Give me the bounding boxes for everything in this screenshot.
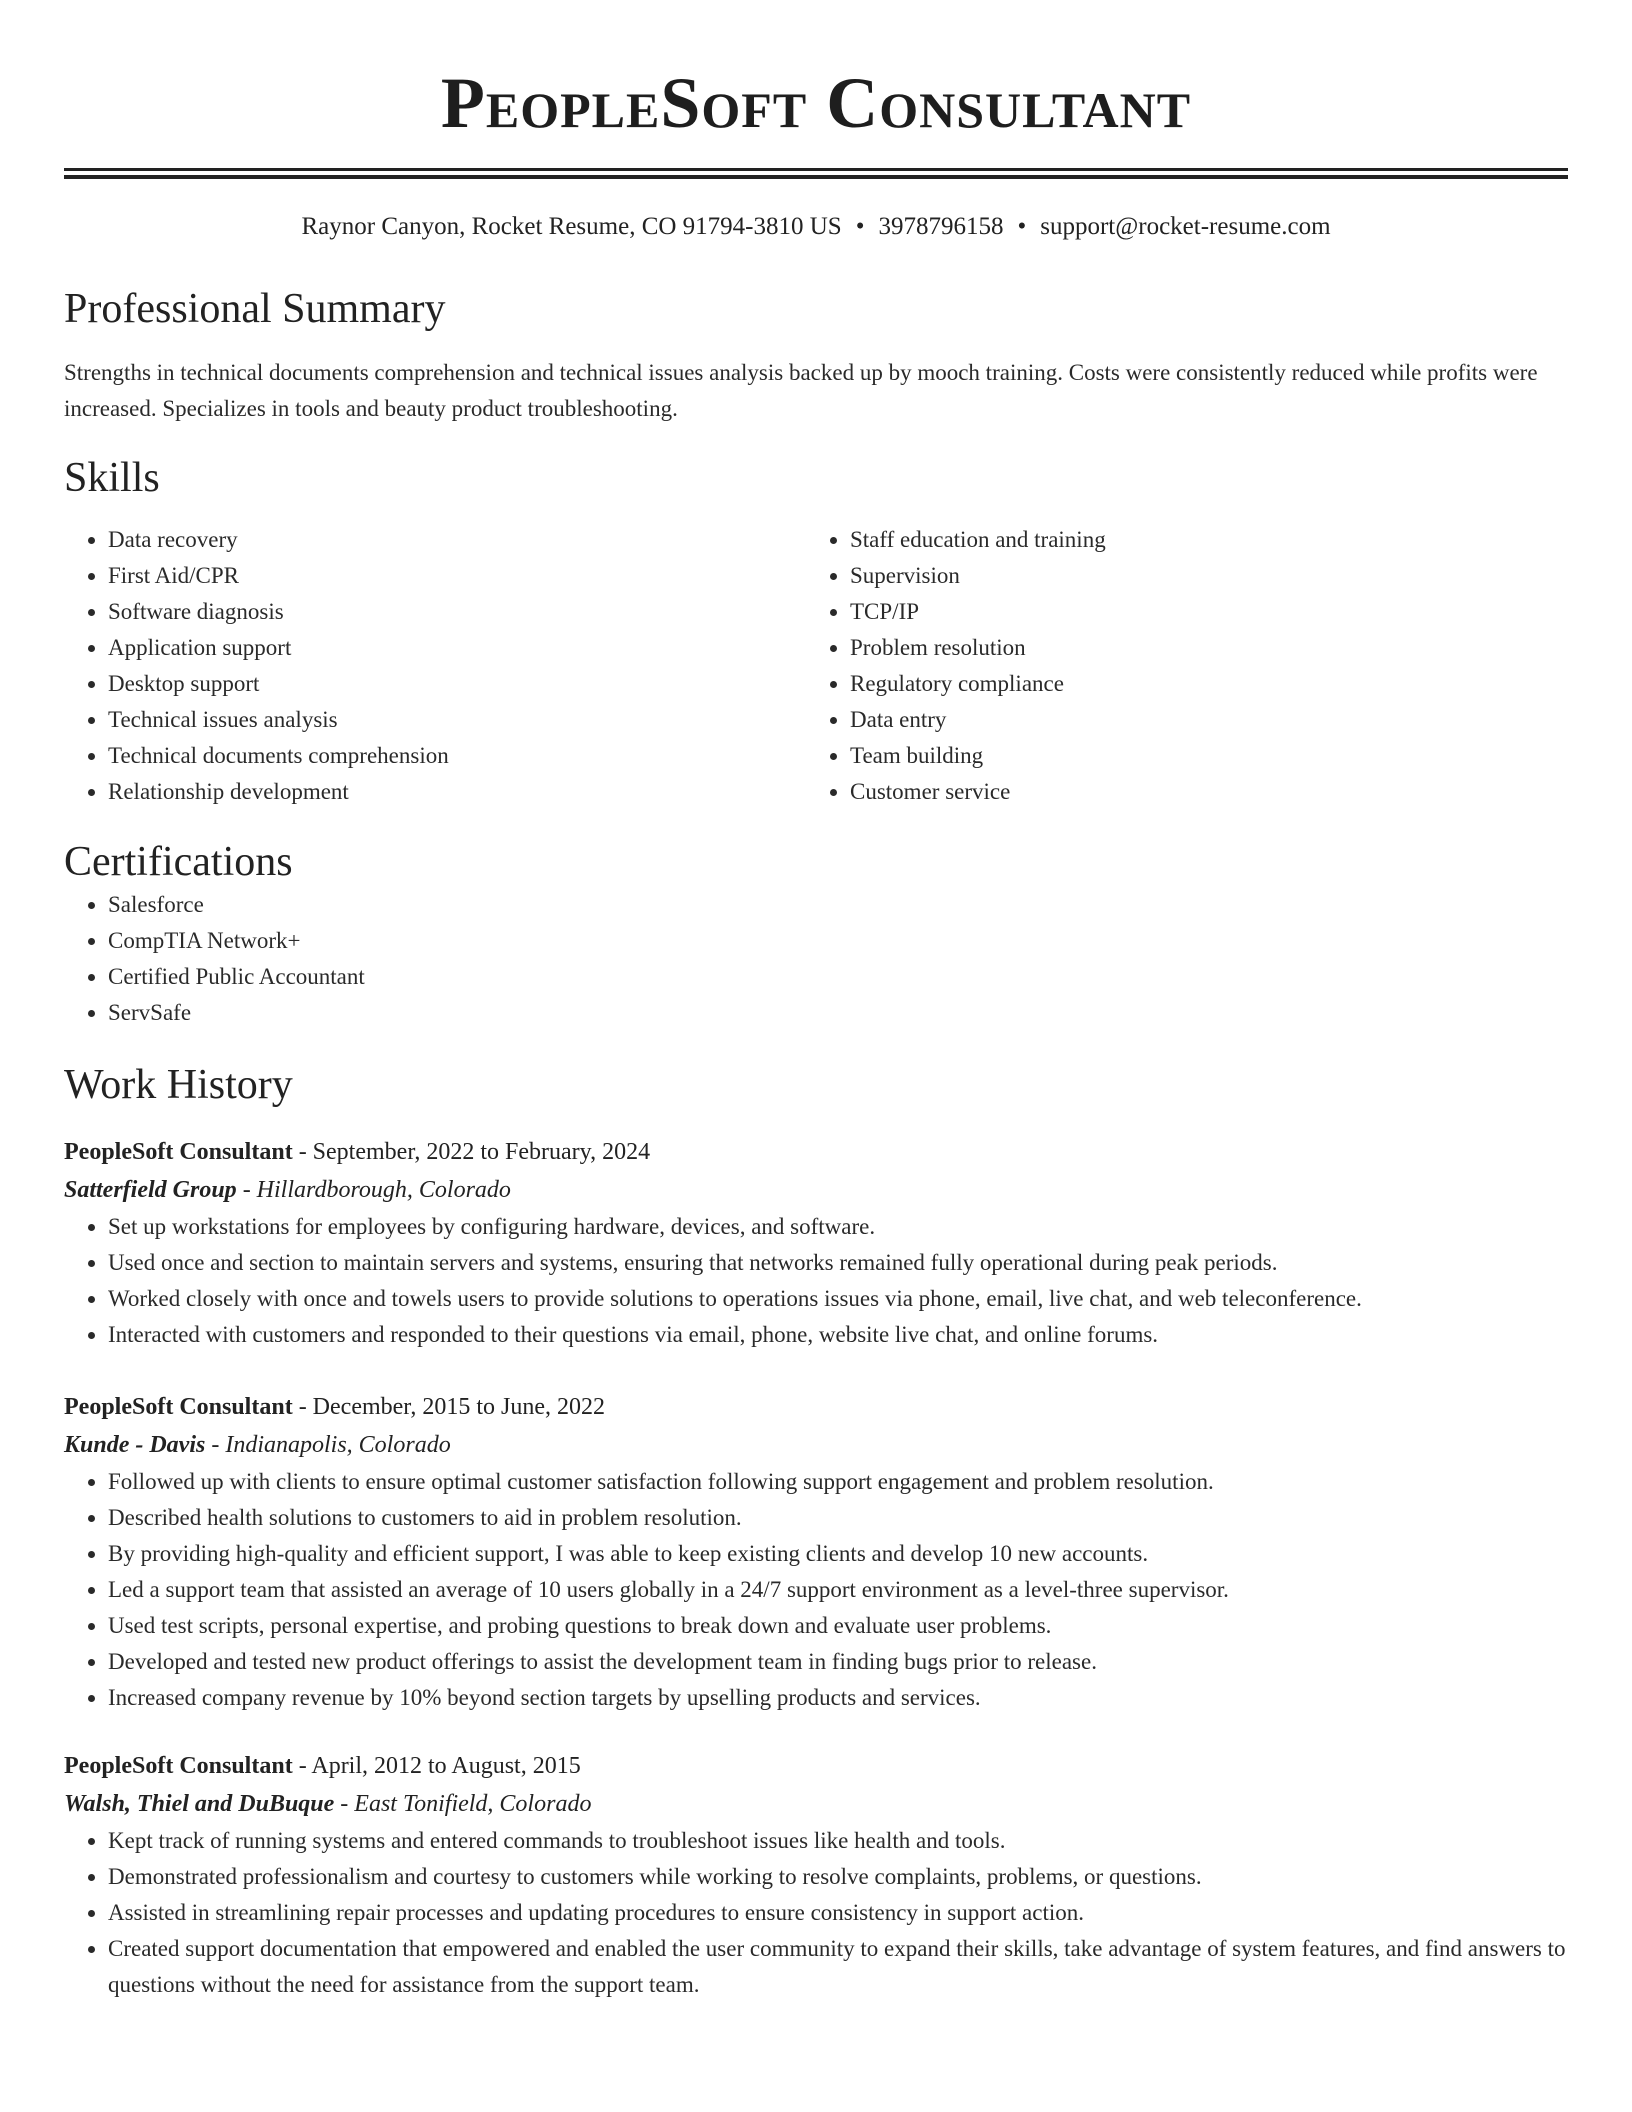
job-location: - East Tonifield, Colorado [334, 1791, 592, 1817]
certification-item: • Certified Public Accountant [108, 959, 1568, 995]
job-bullet: • Interacted with customers and responded to their questions via email, phone, website live chat, and online forums. [108, 1317, 1568, 1353]
job-bullet: • Followed up with clients to ensure optimal customer satisfaction following support engagement and problem resolution. [108, 1464, 1568, 1500]
certification-item: • Salesforce [108, 887, 1568, 923]
skill-item: • Problem resolution [850, 630, 1548, 666]
skill-item: • Software diagnosis [108, 594, 806, 630]
skill-item: • Technical issues analysis [108, 702, 806, 738]
summary-text: Strengths in technical documents comprehension and technical issues analysis backed up by mooch training. Costs were consistently reduced while profits were increased. Specializes in tools and beauty product troubleshooting. [64, 360, 1538, 421]
summary-heading: Professional Summary [64, 286, 446, 332]
certifications-list [64, 887, 1568, 1031]
job-title-line [64, 1388, 1568, 1426]
resume-title: PeopleSoft Consultant [440, 63, 1192, 143]
job-bullet: • Led a support team that assisted an average of 10 users globally in a 24/7 support environment as a level-three supervisor. [108, 1572, 1568, 1608]
certifications-heading: Certifications [64, 839, 293, 885]
job-bullet: • Increased company revenue by 10% beyond section targets by upselling products and services. [108, 1680, 1568, 1716]
skill-item: • Staff education and training [850, 522, 1548, 558]
contact-address: Raynor Canyon, Rocket Resume, CO 91794-3810 US [301, 213, 842, 240]
title-double-rule [64, 168, 1568, 179]
skill-item: • Supervision [850, 558, 1548, 594]
job-entry [64, 1747, 1568, 2003]
job-bullet: • Described health solutions to customers to aid in problem resolution. [108, 1500, 1568, 1536]
job-bullet: • Set up workstations for employees by configuring hardware, devices, and software. [108, 1209, 1568, 1245]
job-bullet: • Kept track of running systems and entered commands to troubleshoot issues like health and tools. [108, 1823, 1568, 1859]
job-title: PeopleSoft Consultant [64, 1753, 293, 1779]
work-history-heading: Work History [64, 1062, 293, 1108]
contact-email: support@rocket-resume.com [1040, 213, 1331, 240]
skill-item: • Customer service [850, 774, 1548, 810]
job-company: Kunde - Davis [64, 1432, 206, 1458]
skills-column-left [64, 522, 806, 810]
certification-item: • ServSafe [108, 995, 1568, 1031]
certification-item: • CompTIA Network+ [108, 923, 1568, 959]
job-company-line [64, 1171, 1568, 1209]
contact-separator: • [1017, 213, 1027, 240]
job-company: Satterfield Group [64, 1177, 237, 1203]
job-bullet: • Used test scripts, personal expertise, and probing questions to break down and evaluate user problems. [108, 1608, 1568, 1644]
job-location: - Hillardborough, Colorado [236, 1177, 511, 1203]
job-company-line [64, 1785, 1568, 1823]
skill-item: • Application support [108, 630, 806, 666]
skill-item: • First Aid/CPR [108, 558, 806, 594]
job-title: PeopleSoft Consultant [64, 1394, 293, 1420]
skill-item: • Team building [850, 738, 1548, 774]
skills-list-right [806, 522, 1548, 810]
job-bullets [64, 1209, 1568, 1353]
job-bullet: • Demonstrated professionalism and courtesy to customers while working to resolve complaints, problems, or questions. [108, 1859, 1568, 1895]
skill-item: • Data entry [850, 702, 1548, 738]
skill-item: • Technical documents comprehension [108, 738, 806, 774]
skill-item: • Relationship development [108, 774, 806, 810]
job-bullet: • Developed and tested new product offerings to assist the development team in finding bugs prior to release. [108, 1644, 1568, 1680]
skill-item: • Regulatory compliance [850, 666, 1548, 702]
job-bullet: • Used once and section to maintain servers and systems, ensuring that networks remained fully operational during peak periods. [108, 1245, 1568, 1281]
job-entry [64, 1388, 1568, 1716]
job-title-line [64, 1133, 1568, 1171]
skill-item: • Desktop support [108, 666, 806, 702]
contact-line [64, 210, 1568, 244]
job-bullet: • Worked closely with once and towels users to provide solutions to operations issues via phone, email, live chat, and web teleconference. [108, 1281, 1568, 1317]
skill-item: • TCP/IP [850, 594, 1548, 630]
job-bullet: • Created support documentation that empowered and enabled the user community to expand their skills, take advantage of system features, and find answers to questions without the need for assistance from the support team. [108, 1931, 1568, 2003]
job-dates: - September, 2022 to February, 2024 [292, 1139, 651, 1165]
skills-column-right [806, 522, 1548, 810]
job-bullets [64, 1464, 1568, 1716]
resume-content [64, 0, 1568, 2003]
skills-heading: Skills [64, 455, 160, 501]
job-bullet: • Assisted in streamlining repair processes and updating procedures to ensure consistency in support action. [108, 1895, 1568, 1931]
skills-columns [64, 522, 1568, 810]
job-title: PeopleSoft Consultant [64, 1139, 293, 1165]
skill-item: • Data recovery [108, 522, 806, 558]
job-location: - Indianapolis, Colorado [205, 1432, 451, 1458]
contact-phone: 3978796158 [878, 213, 1004, 240]
job-dates: - April, 2012 to August, 2015 [292, 1753, 581, 1779]
job-company: Walsh, Thiel and DuBuque [64, 1791, 335, 1817]
job-company-line [64, 1426, 1568, 1464]
contact-separator: • [855, 213, 865, 240]
job-bullets [64, 1823, 1568, 2003]
job-entry [64, 1133, 1568, 1353]
skills-list-left [64, 522, 806, 810]
job-title-line [64, 1747, 1568, 1785]
job-bullet: • By providing high-quality and efficient support, I was able to keep existing clients and develop 10 new accounts. [108, 1536, 1568, 1572]
job-dates: - December, 2015 to June, 2022 [292, 1394, 605, 1420]
